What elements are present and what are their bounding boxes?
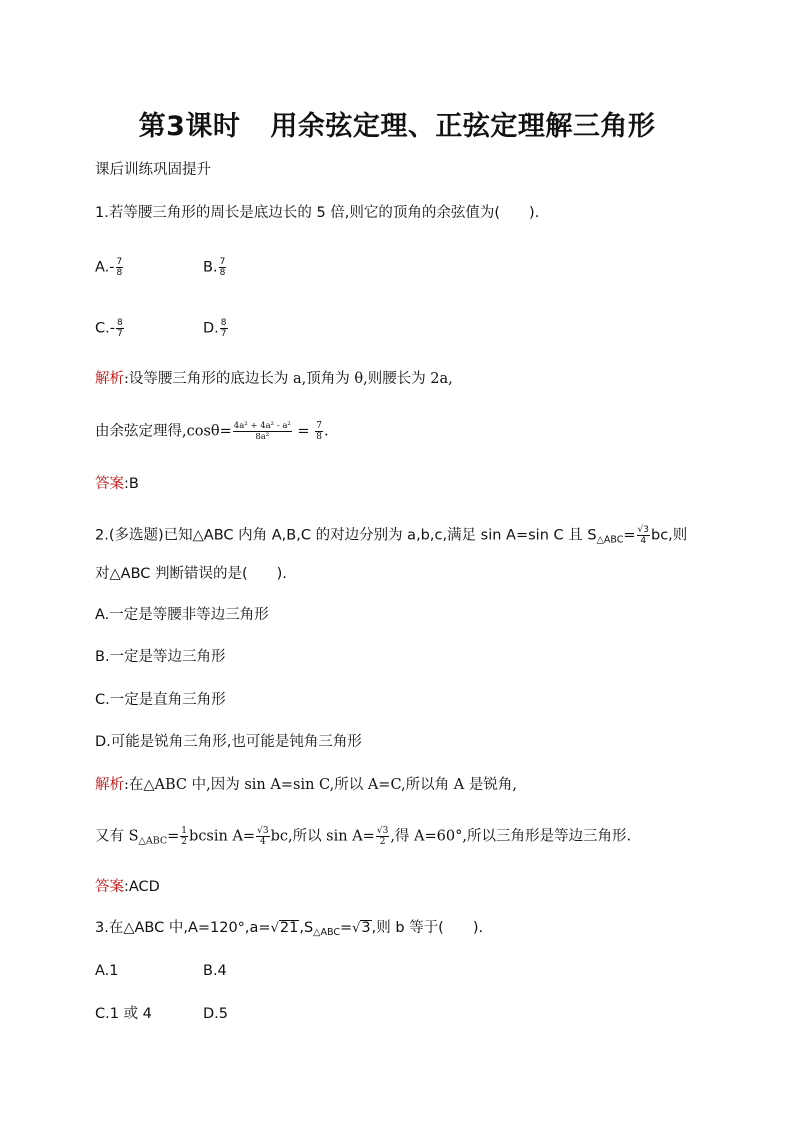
q2-solution-line1: 解析:在△ABC 中,因为 sin A=sin C,所以 A=C,所以角 A 是锐角, [95, 777, 517, 793]
q2-option-a: A.一定是等腰非等边三角形 [95, 607, 269, 623]
q2-option-d: D.可能是锐角三角形,也可能是钝角三角形 [95, 734, 362, 750]
q2-answer-label: 答案 [95, 879, 124, 895]
q3-option-b: B.4 [203, 963, 227, 979]
q1-answer: 答案:B [95, 476, 139, 492]
q3-option-d: D.5 [203, 1006, 228, 1022]
section-heading: 课后训练巩固提升 [95, 162, 211, 178]
q1-option-d: D. $\frac{8}{7}$ [203, 318, 227, 339]
q2-answer: 答案:ACD [95, 879, 160, 895]
title-lesson: 第3课时 [138, 111, 241, 142]
q1-solution-line1: 解析:设等腰三角形的底边长为 a,顶角为 θ,则腰长为 2a, [95, 371, 453, 387]
title-topic: 用余弦定理、正弦定理解三角形 [270, 111, 656, 142]
q1-solution-line2: 由余弦定理得,cosθ= $\frac{\text{4a² + 4a² - a²}}{\text{8a²}}$ = $\frac{7}{8}$ . [95, 421, 329, 442]
q2-stem-line1: 2.(多选题)已知△ABC 内角 A,B,C 的对边分别为 a,b,c,满足 sin A=sin C 且 $S_{\triangle ABC}=$ $\frac{√3}{4}$ bc,则 [95, 525, 688, 546]
q1-solution-label: 解析 [95, 371, 124, 387]
q3-option-c: C.1 或 4 [95, 1006, 152, 1022]
q1-stem: 1.若等腰三角形的周长是底边长的 5 倍,则它的顶角的余弦值为( ). [95, 205, 540, 221]
q2-option-b: B.一定是等边三角形 [95, 649, 226, 665]
q2-solution-label: 解析 [95, 777, 124, 793]
q2-solution-line2: 又有 $S_{\triangle ABC}=$ $\frac{1}{2}$ bcsin A= $\frac{√3}{4}$ bc,所以 sin A= $\frac{√3}{2}$ ,得 A=60°,所以三角形是等边三角形. [95, 826, 632, 847]
q1-option-c: C.- $\frac{8}{7}$ [95, 318, 123, 339]
page-title [0, 104, 794, 143]
q1-answer-label: 答案 [95, 476, 124, 492]
q3-option-a: A.1 [95, 963, 119, 979]
q1-option-a: A.- $\frac{7}{8}$ [95, 257, 123, 278]
q2-stem-line2: 对△ABC 判断错误的是( ). [95, 566, 287, 582]
q3-stem: 3.在△ABC 中$,A=120^\circ,a=√21,S_{\triangle ABC}=√3$,则 b 等于( ). [95, 920, 484, 938]
q1-option-b: B. $\frac{7}{8}$ [203, 257, 226, 278]
q2-option-c: C.一定是直角三角形 [95, 692, 226, 708]
